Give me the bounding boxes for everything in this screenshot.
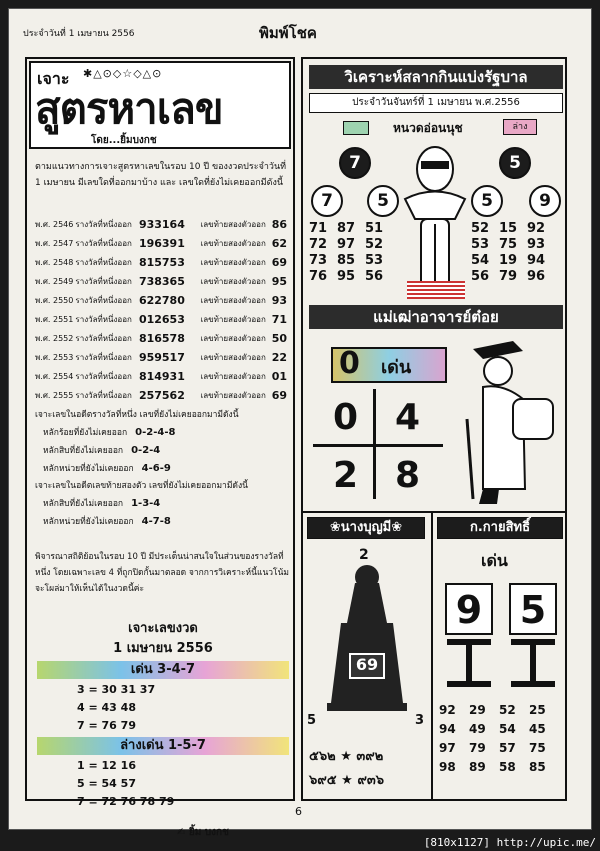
analysis-item bbox=[35, 424, 291, 442]
section-title: วิเคราะห์สลากกินแบ่งรัฐบาล bbox=[309, 65, 563, 89]
title-byline: โดย...ยิ้มบงกช bbox=[91, 135, 157, 146]
circle-mid-4: 9 bbox=[529, 185, 561, 217]
row-two-digits: 95 bbox=[271, 275, 288, 288]
row-label-1: รางวัลที่หนึ่งออก bbox=[75, 315, 132, 324]
analysis-value: 0-2-4-8 bbox=[135, 427, 176, 438]
color-swatch bbox=[343, 121, 369, 135]
panel4-num-cell: 85 bbox=[529, 760, 546, 774]
panel4-num-row bbox=[439, 739, 559, 758]
row-two-digits: 86 bbox=[271, 218, 288, 231]
row-first-prize: 816578 bbox=[138, 332, 185, 345]
row-two-digits: 93 bbox=[271, 294, 288, 307]
panel4-num-cell: 57 bbox=[499, 741, 516, 755]
grid-left-cell: 76 bbox=[309, 269, 328, 284]
circle-mid-3: 5 bbox=[471, 185, 503, 217]
row-two-digits: 01 bbox=[271, 370, 288, 383]
calc-line: 1 = 12 16 bbox=[77, 759, 136, 772]
grid-left-cell: 72 bbox=[309, 237, 328, 252]
panel4-num-cell: 92 bbox=[439, 703, 456, 717]
calc-title: เจาะเลขงวด bbox=[128, 621, 198, 636]
zero-den-label: เด่น bbox=[381, 357, 412, 378]
row-label-2: เลขท้ายสองตัวออก bbox=[200, 372, 266, 381]
analysis-label: หลักร้อยที่ยังไม่เคยออก bbox=[43, 428, 128, 438]
grid-right-cell: 52 bbox=[471, 221, 490, 236]
table-row bbox=[35, 234, 291, 253]
circle-top-left: 7 bbox=[339, 147, 371, 179]
row-first-prize: 959517 bbox=[138, 351, 185, 364]
lower-tag: ล่าง bbox=[503, 119, 537, 135]
analysis-item bbox=[35, 513, 291, 531]
panel3-left-number: 5 bbox=[307, 713, 317, 728]
grid-right-row bbox=[471, 221, 555, 237]
row-year: พ.ศ. 2552 bbox=[35, 334, 74, 343]
circle-top-right: 5 bbox=[499, 147, 531, 179]
table-row bbox=[35, 367, 291, 386]
grid-right-cell: 75 bbox=[499, 237, 518, 252]
panel3-value: ๕๖๒ bbox=[309, 749, 336, 764]
striped-base bbox=[407, 281, 465, 299]
row-year: พ.ศ. 2555 bbox=[35, 391, 74, 400]
analysis-value: 4-6-9 bbox=[141, 463, 171, 474]
grid-right-cell: 93 bbox=[527, 237, 546, 252]
panel4-num-cell: 29 bbox=[469, 703, 486, 717]
row-two-digits: 69 bbox=[271, 256, 288, 269]
row-label-2: เลขท้ายสองตัวออก bbox=[200, 315, 266, 324]
calc-line: 3 = 30 31 37 bbox=[77, 683, 156, 696]
analysis-label: หลักสิบที่ยังไม่เคยออก bbox=[43, 499, 124, 509]
panel4-num-row bbox=[439, 701, 559, 720]
panel4-digit-2: 5 bbox=[509, 583, 557, 635]
analysis-label: หลักหน่วยที่ยังไม่เคยออก bbox=[43, 464, 134, 474]
analysis-item bbox=[35, 495, 291, 513]
row-two-digits: 69 bbox=[271, 389, 288, 402]
cross-digit-2: 4 bbox=[395, 397, 421, 438]
row-year: พ.ศ. 2551 bbox=[35, 315, 74, 324]
grid-right-row bbox=[471, 253, 555, 269]
panel4-num-cell: 52 bbox=[499, 703, 516, 717]
row-year: พ.ศ. 2547 bbox=[35, 239, 74, 248]
analysis-heading-1: เจาะเลขในอดีตรางวัลที่หนึ่ง เลขที่ยังไม่เคยออกมามีดังนี้ bbox=[35, 410, 239, 420]
grid-left-row bbox=[309, 269, 393, 285]
row-label-2: เลขท้ายสองตัวออก bbox=[200, 220, 266, 229]
row-first-prize: 933164 bbox=[138, 218, 185, 231]
panel4-num-row bbox=[439, 758, 559, 777]
panel4-title: ก.กายสิทธิ์ bbox=[437, 517, 563, 539]
watermark: [810x1127] http://upic.me/ bbox=[423, 836, 596, 849]
analysis-label: หลักสิบที่ยังไม่เคยออก bbox=[43, 446, 124, 456]
table-row bbox=[35, 291, 291, 310]
panel4-num-cell: 94 bbox=[439, 722, 456, 736]
star-icon: ★ bbox=[336, 773, 358, 788]
header-date: ประจำวันที่ 1 เมษายน 2556 bbox=[23, 29, 135, 39]
panel4-num-cell: 89 bbox=[469, 760, 486, 774]
row-two-digits: 50 bbox=[271, 332, 288, 345]
row-year: พ.ศ. 2549 bbox=[35, 277, 74, 286]
den-lines bbox=[37, 681, 289, 735]
zero-number: 0 bbox=[339, 346, 360, 381]
zero-box bbox=[331, 347, 447, 383]
row-label-1: รางวัลที่หนึ่งออก bbox=[75, 220, 132, 229]
row-label-2: เลขท้ายสองตัวออก bbox=[200, 258, 266, 267]
grid-left-cell: 73 bbox=[309, 253, 328, 268]
row-label-2: เลขท้ายสองตัวออก bbox=[200, 353, 266, 362]
panel4-num-cell: 54 bbox=[499, 722, 516, 736]
row-two-digits: 71 bbox=[271, 313, 288, 326]
panel3-row bbox=[309, 745, 427, 769]
pedestal-1-stem bbox=[466, 645, 472, 681]
sub-title: หนวดอ่อนนุช bbox=[393, 121, 463, 135]
magazine-page bbox=[8, 8, 592, 838]
grid-left-row bbox=[309, 237, 393, 253]
row-label-2: เลขท้ายสองตัวออก bbox=[200, 239, 266, 248]
panel4-num-cell: 98 bbox=[439, 760, 456, 774]
panel3-title: ❀นางบุญมี❀ bbox=[307, 517, 425, 539]
grid-left-cell: 51 bbox=[365, 221, 384, 236]
section-date: ประจำวันจันทร์ที่ 1 เมษายน พ.ศ.2556 bbox=[309, 93, 563, 113]
pedestal-2-base bbox=[511, 681, 555, 687]
grid-right-cell: 94 bbox=[527, 253, 546, 268]
grid-right-cell: 53 bbox=[471, 237, 490, 252]
grid-right-cell: 54 bbox=[471, 253, 490, 268]
table-row bbox=[35, 386, 291, 405]
lang-band: ล่างเด่น 1-5-7 bbox=[37, 737, 289, 755]
page-number: 6 bbox=[295, 805, 302, 818]
table-row bbox=[35, 348, 291, 367]
panel3-value: ๙๓๖ bbox=[357, 773, 385, 788]
cross-digit-1: 0 bbox=[333, 397, 359, 438]
row-label-1: รางวัลที่หนึ่งออก bbox=[75, 353, 132, 362]
vertical-divider bbox=[431, 511, 433, 801]
grid-right-row bbox=[471, 237, 555, 253]
grid-left-cell: 52 bbox=[365, 237, 384, 252]
cross-digit-4: 8 bbox=[395, 455, 421, 496]
row-first-prize: 257562 bbox=[138, 389, 185, 402]
panel3-title-text: นางบุญมี bbox=[340, 520, 392, 535]
publication-name: พิมพ์โชค bbox=[259, 24, 317, 42]
table-row bbox=[35, 215, 291, 234]
grid-right-row bbox=[471, 269, 555, 285]
decor-icons: ✱△⊙◇☆◇△⊙ bbox=[83, 67, 163, 80]
row-label-1: รางวัลที่หนึ่งออก bbox=[75, 372, 132, 381]
panel4-numbers bbox=[439, 701, 559, 777]
title-big: สูตรหาเลข bbox=[35, 84, 223, 133]
row-label-1: รางวัลที่หนึ่งออก bbox=[75, 277, 132, 286]
row-label-1: รางวัลที่หนึ่งออก bbox=[75, 334, 132, 343]
analysis-block bbox=[35, 407, 291, 531]
row-label-2: เลขท้ายสองตัวออก bbox=[200, 277, 266, 286]
circle-mid-2: 5 bbox=[367, 185, 399, 217]
grid-left-cell: 71 bbox=[309, 221, 328, 236]
analysis-value: 1-3-4 bbox=[131, 498, 161, 509]
panel3-top-number: 2 bbox=[359, 547, 369, 563]
panel4-num-cell: 79 bbox=[469, 741, 486, 755]
row-year: พ.ศ. 2554 bbox=[35, 372, 74, 381]
row-label-2: เลขท้ายสองตัวออก bbox=[200, 296, 266, 305]
calc-line: 7 = 76 79 bbox=[77, 719, 136, 732]
calc-box bbox=[37, 619, 289, 811]
analysis-item bbox=[35, 460, 291, 478]
row-year: พ.ศ. 2550 bbox=[35, 296, 74, 305]
panel4-num-cell: 45 bbox=[529, 722, 546, 736]
panel4-num-cell: 58 bbox=[499, 760, 516, 774]
row-year: พ.ศ. 2553 bbox=[35, 353, 74, 362]
grid-right-cell: 79 bbox=[499, 269, 518, 284]
analysis-item bbox=[35, 442, 291, 460]
analysis-list-2 bbox=[35, 495, 291, 531]
table-row bbox=[35, 329, 291, 348]
title-box bbox=[29, 61, 291, 149]
panel4-digit-1: 9 bbox=[445, 583, 493, 635]
old-woman-illustration-icon bbox=[453, 339, 559, 509]
analysis-value: 0-2-4 bbox=[131, 445, 161, 456]
calc-line: 7 = 72 76 78 79 bbox=[77, 795, 175, 808]
panel3-value: ๖๙๕ bbox=[309, 773, 337, 788]
grid-right-cell: 56 bbox=[471, 269, 490, 284]
grid-left-cell: 56 bbox=[365, 269, 384, 284]
calc-date: 1 เมษายน 2556 bbox=[113, 641, 213, 656]
panel4-den-label: เด่น bbox=[481, 551, 508, 570]
table-row bbox=[35, 310, 291, 329]
table-row bbox=[35, 272, 291, 291]
row-two-digits: 22 bbox=[271, 351, 288, 364]
grid-left-cell: 87 bbox=[337, 221, 356, 236]
row-label-2: เลขท้ายสองตัวออก bbox=[200, 391, 266, 400]
analysis-value: 4-7-8 bbox=[141, 516, 171, 527]
table-row bbox=[35, 253, 291, 272]
number-grid-left bbox=[309, 221, 393, 285]
title-small: เจาะ bbox=[37, 69, 70, 88]
analysis-column bbox=[301, 57, 567, 801]
row-first-prize: 622780 bbox=[138, 294, 185, 307]
panel4-num-row bbox=[439, 720, 559, 739]
stupa-icon bbox=[317, 563, 417, 713]
note-text: พิจารณาสถิติย้อนในรอบ 10 ปี มีประเด็นน่าสนใจในส่วนของรางวัลที่หนึ่ง โดยเฉพาะเลข 4 ที่ถูกปิดกั้นมาตลอด จากการวิเคราะห์นี้แนวโน้มจะโผล่มาให้เห็นได้ในงวดนี้ค่ะ bbox=[35, 552, 290, 594]
grid-right-cell: 96 bbox=[527, 269, 546, 284]
panel3-row bbox=[309, 769, 427, 793]
row-first-prize: 012653 bbox=[138, 313, 185, 326]
panel4-num-cell: 49 bbox=[469, 722, 486, 736]
calc-line: 4 = 43 48 bbox=[77, 701, 136, 714]
row-first-prize: 196391 bbox=[138, 237, 185, 250]
row-label-2: เลขท้ายสองตัวออก bbox=[200, 334, 266, 343]
number-grid-right bbox=[471, 221, 555, 285]
row-label-1: รางวัลที่หนึ่งออก bbox=[75, 296, 132, 305]
row-label-1: รางวัลที่หนึ่งออก bbox=[75, 239, 132, 248]
pedestal-2-stem bbox=[530, 645, 536, 681]
formula-column bbox=[25, 57, 295, 838]
grid-left-cell: 85 bbox=[337, 253, 356, 268]
panel4-num-cell: 25 bbox=[529, 703, 546, 717]
den-band: เด่น 3-4-7 bbox=[37, 661, 289, 679]
grid-right-cell: 19 bbox=[499, 253, 518, 268]
grid-left-row bbox=[309, 253, 393, 269]
cartoon-figure-icon bbox=[395, 139, 475, 299]
panel3-center-number: 69 bbox=[349, 653, 385, 679]
lang-lines bbox=[37, 757, 289, 811]
grid-left-row bbox=[309, 221, 393, 237]
pedestal-1-base bbox=[447, 681, 491, 687]
panel3-right-number: 3 bbox=[415, 713, 425, 728]
cross-horizontal bbox=[313, 444, 443, 447]
panel4-num-cell: 97 bbox=[439, 741, 456, 755]
row-two-digits: 62 bbox=[271, 237, 288, 250]
cross-digit-3: 2 bbox=[333, 455, 359, 496]
row-label-1: รางวัลที่หนึ่งออก bbox=[75, 391, 132, 400]
row-first-prize: 815753 bbox=[138, 256, 185, 269]
grid-right-cell: 92 bbox=[527, 221, 546, 236]
calc-line: 5 = 54 57 bbox=[77, 777, 136, 790]
signature: ✍ ยิ้ม บงกช bbox=[177, 827, 229, 838]
row-year: พ.ศ. 2548 bbox=[35, 258, 74, 267]
signature-name: ยิ้ม บงกช bbox=[188, 827, 229, 838]
grid-right-cell: 15 bbox=[499, 221, 518, 236]
analysis-label: หลักหน่วยที่ยังไม่เคยออก bbox=[43, 517, 134, 527]
intro-text: ตามแนวทางการเจาะสูตรหาเลขในรอบ 10 ปี ของงวดประจำวันที่ 1 เมษายน มีเลขใดที่ออกมาบ้าง และ เลขใดที่ยังไม่เคยออกมีดังนี้ bbox=[35, 162, 287, 188]
star-icon: ★ bbox=[335, 749, 357, 764]
circle-mid-1: 7 bbox=[311, 185, 343, 217]
history-table bbox=[35, 215, 291, 405]
panel3-value: ๓๙๒ bbox=[356, 749, 384, 764]
panel3-thai-numbers bbox=[309, 745, 427, 793]
divider bbox=[303, 511, 565, 513]
grid-left-cell: 95 bbox=[337, 269, 356, 284]
analysis-list-1 bbox=[35, 424, 291, 478]
row-year: พ.ศ. 2546 bbox=[35, 220, 74, 229]
row-first-prize: 814931 bbox=[138, 370, 185, 383]
panel4-num-cell: 75 bbox=[529, 741, 546, 755]
row-label-1: รางวัลที่หนึ่งออก bbox=[75, 258, 132, 267]
row-first-prize: 738365 bbox=[138, 275, 185, 288]
grid-left-cell: 53 bbox=[365, 253, 384, 268]
panel2-title: แม่เฒ่าอาจารย์ต๋อย bbox=[309, 305, 563, 329]
analysis-heading-2: เจาะเลขในอดีตเลขท้ายสองตัว เลขที่ยังไม่เคยออกมามีดังนี้ bbox=[35, 481, 248, 491]
grid-left-cell: 97 bbox=[337, 237, 356, 252]
